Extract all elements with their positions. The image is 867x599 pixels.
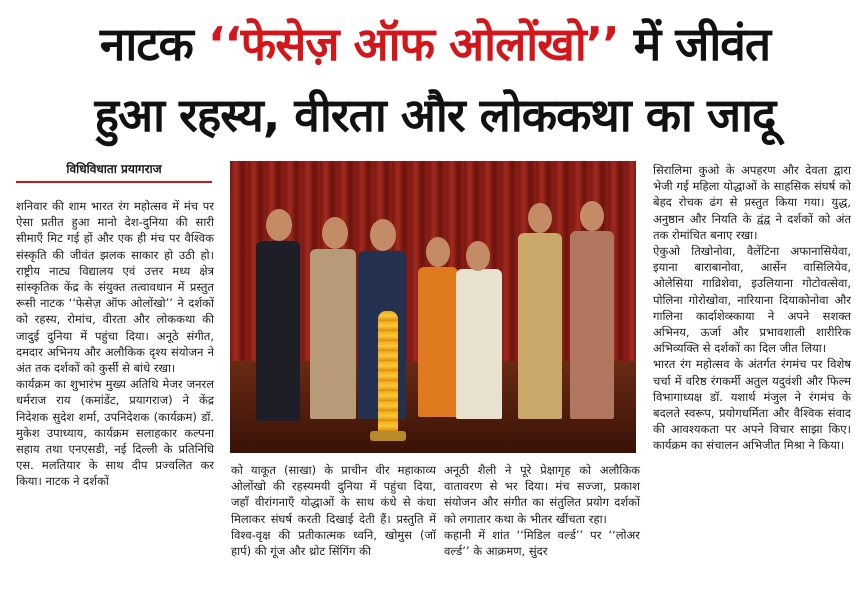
paragraph: कहानी में शांत ‘‘मिडिल वर्ल्ड’’ पर ‘‘लोअर वर्ल्ड’’ के आक्रमण, सुंदर [444, 527, 640, 559]
headline-line-2: हुआ रहस्य, वीरता और लोककथा का जादू [94, 88, 776, 142]
paragraph: को याकूत (साखा) के प्राचीन वीर महाकाव्य ओलोंखो की रहस्यमयी दुनिया में पहुंचा दिया, जहाँ वीरांगनाएँ योद्धाओं के साथ कंधे से कंधा मिलाकर संघर्ष करती दिखाई देती हैं। प्रस्तुति में विश्व-वृक्ष की प्रतीकात्मक ध्वनि, खोमुस (जॉ हार्प) की गूंज और थ्रोट सिंगिंग की [231, 463, 436, 559]
person-figure [256, 241, 300, 421]
person-head [528, 203, 552, 233]
paragraph: भारत रंग महोत्सव के अंतर्गत रंगमंच पर विशेष चर्चा में वरिष्ठ रंगकर्मी अतुल यदुवंशी और फिल्म विभागाध्यक्ष डॉ. यशार्थ मंजुल ने रंगमंच के बदलते स्वरूप, प्रयोगधर्मिता और वैश्विक संवाद की आवश्यकता पर अपने विचार साझा किए। कार्यक्रम का संचालन अभिजीत मिश्रा ने किया। [653, 357, 851, 453]
person-head [580, 201, 604, 231]
headline-play-title: ‘‘फेसेज़ ऑफ ओलोंखो’’ [207, 17, 619, 71]
paragraph: सिरालिमा कुओ के अपहरण और देवता द्वारा भेजी गई महिला योद्धाओं के साहसिक संघर्ष को बेहद रोचक ढंग से प्रस्तुत किया गया। युद्ध, अनुष्ठान और नियति के द्वंद्व ने दर्शकों को अंत तक रोमांचित बनाए रखा। [653, 163, 851, 242]
person-figure [518, 233, 562, 419]
byline: विधिविधाता प्रयागराज [16, 160, 212, 183]
person-figure [418, 267, 458, 417]
paragraph: शनिवार की शाम भारत रंग महोत्सव में मंच पर ऐसा प्रतीत हुआ मानो देश-दुनिया की सारी सीमाएँ मिट गई हों और एक ही मंच पर वैश्विक संस्कृति की जीवंत झलक साकार हो उठी हो। राष्ट्रीय नाट्य विद्यालय एवं उत्तर मध्य क्षेत्र सांस्कृतिक केंद्र के संयुक्त तत्वावधान में प्रस्तुत रूसी नाटक ‘‘फेसेज़ ऑफ ओलोंखो’’ ने दर्शकों को रहस्य, रोमांच, वीरता और लोककथा की जादुई दुनिया में पहुंचा दिया। अनूठे संगीत, दमदार अभिनय और अलौकिक दृश्य संयोजन ने अंत तक दर्शकों को कुर्सी से बांधे रखा। [16, 199, 214, 376]
person-head [370, 219, 396, 251]
person-figure [310, 249, 356, 419]
person-head [266, 209, 292, 241]
ceremonial-lamp [378, 311, 398, 439]
article-column-4 [653, 162, 851, 454]
person-head [322, 217, 348, 249]
headline-suffix: में जीवंत [618, 17, 771, 71]
paragraph: अनूठी शैली ने पूरे प्रेक्षागृह को अलौकिक वातावरण से भर दिया। मंच सज्जा, प्रकाश संयोजन और संगीत का संतुलित प्रयोग दर्शकों को लगातार कथा के भीतर खींचता रहा। [444, 463, 640, 526]
article-column-3 [444, 462, 640, 559]
headline-prefix: नाटक [99, 17, 208, 71]
person-head [466, 241, 490, 271]
headline-line-1 [20, 14, 850, 74]
person-figure [456, 269, 502, 419]
paragraph: ऐकुओ तिखोनोवा, वैलेंटिना अफानासियेवा, इयाना बाराबानोवा, आर्सेन वासिलियेव, ओलेसिया गाव्रिशेवा, इउलियाना गोटोवत्सेवा, पोलिना गोरोखोवा, नारियाना दियाकोनोवा और गालिना कार्दाशेव्स्काया ने अपने सशक्त अभिनय, ऊर्जा और प्रभावशाली शारीरिक अभिव्यक्ति से दर्शकों का दिल जीत लिया। [653, 244, 851, 356]
news-photo [230, 161, 636, 453]
paragraph: कार्यक्रम का शुभारंभ मुख्य अतिथि मेजर जनरल धर्मराज राय (कमांडेंट, प्रयागराज) ने केंद्र निदेशक सुदेश शर्मा, उपनिदेशक (कार्यक्रम) डॉ. मुकेश उपाध्याय, कार्यक्रम सलाहकार कल्पना सहाय तथा एनएसडी, नई दिल्ली के प्रतिनिधि एस. मलतियार के साथ दीप प्रज्वलित कर किया। नाटक ने दर्शकों [16, 377, 214, 489]
person-figure [570, 231, 614, 419]
person-head [426, 237, 450, 267]
lamp-base [370, 431, 406, 441]
article-column-1 [16, 198, 214, 490]
article-column-2 [231, 462, 436, 559]
